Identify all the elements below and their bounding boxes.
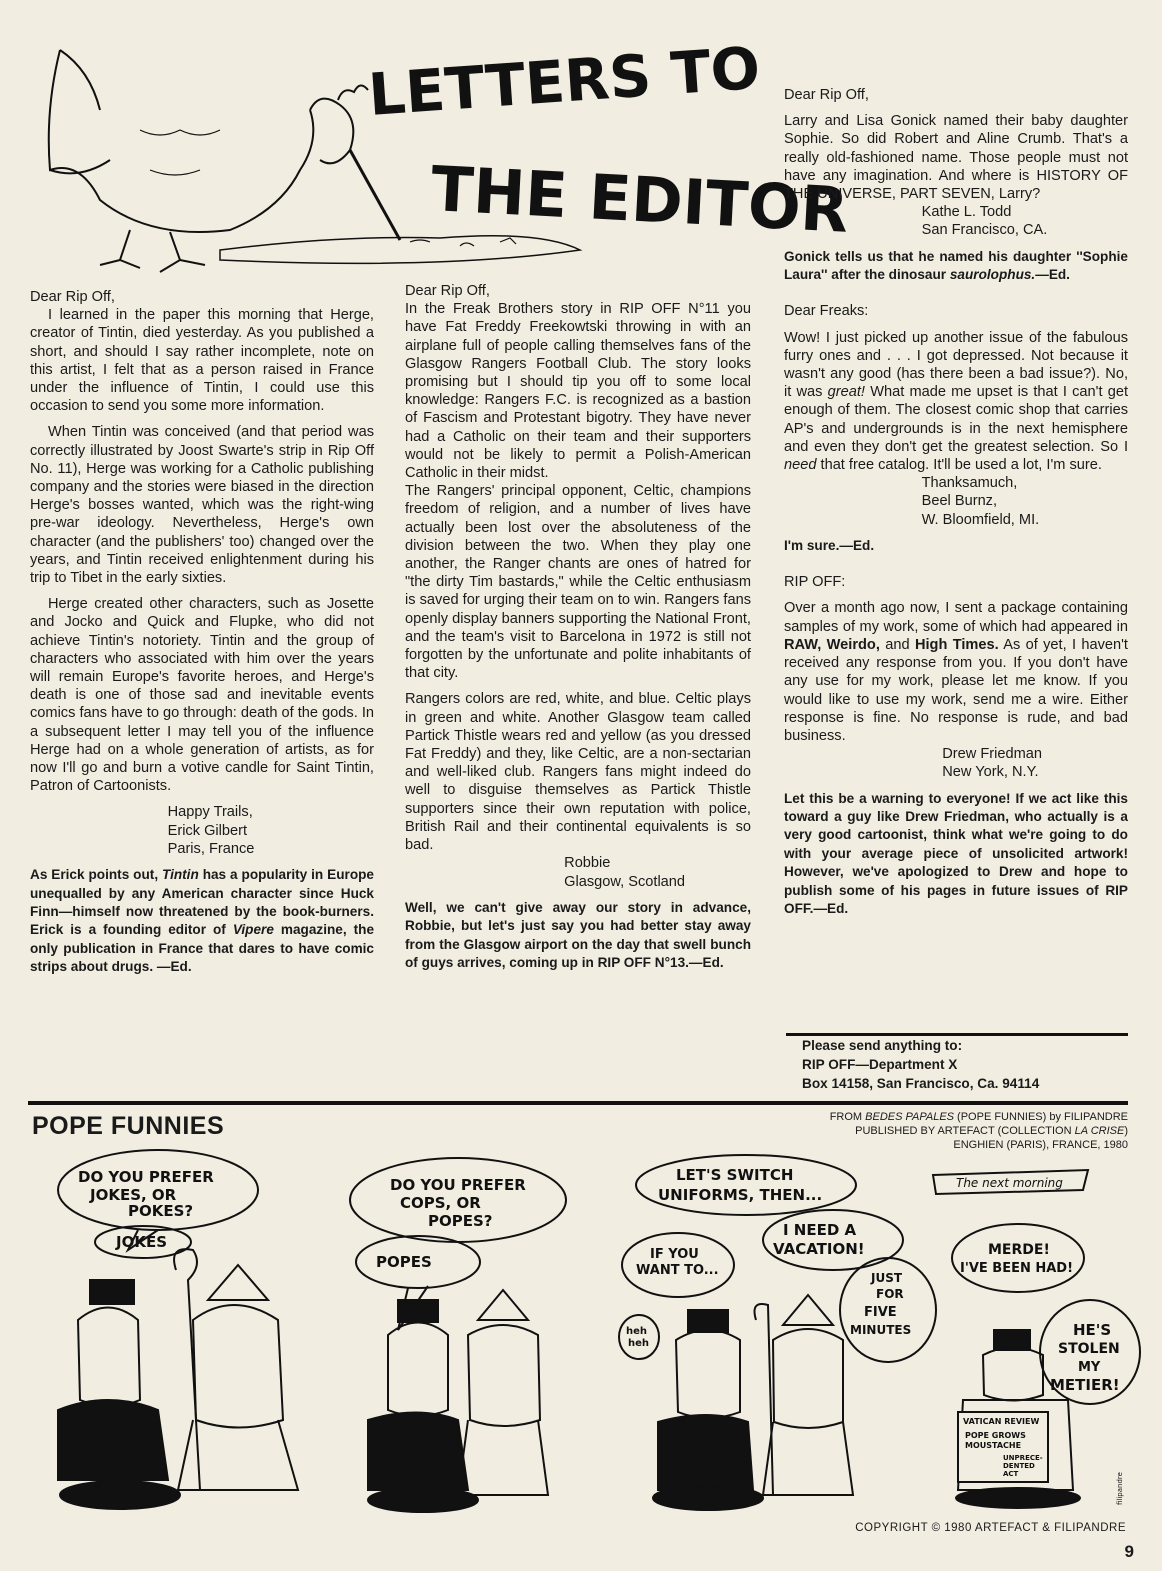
- letter-salutation: Dear Freaks:: [784, 303, 869, 320]
- speech-text: COPS, OR: [400, 1194, 481, 1212]
- letter-salutation: Dear Rip Off,: [30, 289, 115, 305]
- speech-text: METIER!: [1050, 1376, 1120, 1394]
- speech-text: JOKES: [116, 1233, 168, 1251]
- speech-text: I NEED A: [783, 1221, 857, 1239]
- speech-text: LET'S SWITCH: [676, 1166, 794, 1184]
- letter-column-3: [784, 86, 1128, 918]
- comic-credit: FROM BEDES PAPALES (POPE FUNNIES) by FILIPANDRE PUBLISHED BY ARTEFACT (COLLECTION LA CRISE) ENGHIEN (PARIS), FRANCE, 1980: [829, 1111, 1128, 1151]
- letter-paragraph: Over a month ago now, I sent a package containing samples of my work, some of which had appeared in RAW, Weirdo, and High Times. As of yet, I haven't received any response from you. If you don't have any use for my work, please let me know. If you would like to use my work, send me a wire. Either response is fine. No response is rude, and bad business.: [784, 600, 1128, 744]
- speech-text: IF YOU: [650, 1247, 699, 1262]
- letter-paragraph: Herge created other characters, such as Josette and Jocko and Quick and Flupke, who did not achieve Tintin's notoriety. Tintin and the group of characters who associated with him over the years will remain Europe's favorite heroes, and Herge's death is one of those sad and inevitable events comics fans have to go through: death of the gods. In a subsequent letter I may tell you of the influence Herge had on a whole generation of artists, as for now I'll go and burn a votive candle for Saint Tintin, Patron of Cartoonists.: [30, 596, 374, 795]
- letter-author: Beel Burnz,: [921, 493, 998, 510]
- speech-text: MERDE!: [988, 1242, 1050, 1258]
- letter-author: Robbie: [564, 855, 611, 872]
- letter-location: Glasgow, Scotland: [564, 873, 686, 890]
- pope-funnies-title: POPE FUNNIES: [32, 1112, 225, 1140]
- pope-character: [458, 1290, 548, 1495]
- pope-funnies-comic-strip: [28, 1150, 1138, 1522]
- letter-salutation: RIP OFF:: [784, 574, 846, 591]
- svg-text:VATICAN REVIEW: VATICAN REVIEW: [963, 1417, 1040, 1426]
- editor-reply: As Erick points out, Tintin has a popularity in Europe unequalled by any American character since Huck Finn—himself now threatened by the book-burners. Erick is a founding editor of Vipere magazine, the only publication in France that dares to have comic strips about drugs. —Ed.: [30, 867, 375, 975]
- letter-location: W. Bloomfield, MI.: [921, 511, 1040, 528]
- editor-reply: Let this be a warning to everyone! If we act like this toward a guy like Drew Friedman, who actually is a very good cartoonist, think what we're going to do with your average piece of unsolicited artwork! However, we've apologized to Drew and hope to publish some of his pages in future issues of RIP OFF.—Ed.: [784, 790, 1128, 916]
- speech-text: MINUTES: [850, 1323, 912, 1337]
- letter-signoff: Thanksamuch,: [921, 475, 1018, 492]
- editor-reply: Well, we can't give away our story in advance, Robbie, but let's just say you had better stay away from the Glasgow airport on the day that swell bunch of guys arrives, coming up in RIP OFF N°13.—Ed.: [405, 899, 751, 970]
- bishop-character: [58, 1280, 180, 1509]
- pope-character: [755, 1295, 854, 1495]
- letter-paragraph: The Rangers' principal opponent, Celtic, champions freedom of religion, and a number of lives have actually been lost over the absoluteness of the division between the two. When they play one another, the Ranger chants are ones of hatred for "the dirty Tim bastards," while the Celtic enthusiasm is saved for urging their team on to win. Rangers fans openly display banners supporting the National Front, and the team's visit to Barcelona in 1972 is still not forgotten by the unfortunate and polite inhabitants of that city.: [405, 483, 751, 682]
- speech-text: I'VE BEEN HAD!: [960, 1261, 1074, 1276]
- letter-paragraph: Wow! I just picked up another issue of the fabulous furry ones and . . . I got depressed. Not because it wasn't any good (has there been a bad issue?). No, it was great! What made me upset is that I can't get enough of them. The closest comic shop that carries AP's and undergrounds is in the next hemisphere and even they don't get the greatest selection. So I need that free catalog. It'll be used a lot, I'm sure.: [784, 329, 1128, 474]
- speech-text: POKES?: [128, 1202, 194, 1220]
- speech-text: MY: [1078, 1360, 1101, 1375]
- letter-paragraph: Rangers colors are red, white, and blue. Celtic plays in green and white. Another Glasgow team called Partick Thistle wears red and yellow (as you dressed Fat Freddy) and they, like Celtic, are a non-sectarian and well-liked club. Rangers fans might indeed do well to disguise themselves as Partick Thistle supporters since their own reputation with police, British Rail and their continental equivalents is so bad.: [405, 691, 751, 854]
- letter-salutation: Dear Rip Off,: [784, 87, 869, 103]
- header-title-line1: LETTERS TO: [366, 33, 763, 129]
- svg-text:DENTED: DENTED: [1003, 1462, 1035, 1470]
- speech-text: JOKES, OR: [90, 1186, 177, 1204]
- letter-paragraph: In the Freak Brothers story in RIP OFF N°11 you have Fat Freddy Freekowtski throwing in with an airplane full of people calling themselves fans of the Glasgow Rangers Football Club. The story looks promising but I should tip you off to some local knowledge: Rangers F.C. is recognized as a bastion of Fascism and Protestant bigotry. They have never had a Catholic on their team and their supporters would not be likely to permit a Polish-American Catholic in their midst.: [405, 301, 751, 482]
- speech-text: WANT TO...: [636, 1263, 719, 1278]
- letter-signoff: Happy Trails,: [167, 804, 253, 821]
- speech-text: FOR: [876, 1287, 904, 1301]
- speech-text: POPES: [376, 1253, 432, 1271]
- speech-text: DO YOU PREFER: [390, 1176, 526, 1194]
- section-divider: [28, 1101, 1128, 1105]
- speech-text: HE'S: [1073, 1321, 1112, 1339]
- speech-text: JUST: [871, 1271, 903, 1285]
- svg-text:ACT: ACT: [1003, 1470, 1019, 1478]
- speech-text: UNIFORMS, THEN...: [658, 1186, 823, 1204]
- editor-reply: I'm sure.—Ed.: [784, 537, 875, 553]
- editor-reply: Gonick tells us that he named his daughter ''Sophie Laura'' after the dinosaur saurolophus.—Ed.: [784, 248, 1128, 283]
- svg-text:POPE GROWS: POPE GROWS: [965, 1431, 1026, 1440]
- letter-salutation: Dear Rip Off,: [405, 283, 490, 299]
- letter-paragraph: I learned in the paper this morning that Herge, creator of Tintin, died yesterday. As you published a short, and should I say rather incomplete, note on this artist, I felt that as a person raised in France under the influence of Tintin, I could use this occasion to send you some more information.: [30, 307, 374, 415]
- pope-character: [174, 1249, 298, 1490]
- caption-text: The next morning: [956, 1176, 1063, 1190]
- letter-paragraph: Larry and Lisa Gonick named their baby daughter Sophie. So did Robert and Aline Crumb. That's a really old-fashioned name. Those people must not have any imagination. And where is HISTORY OF THE UNIVERSE, PART SEVEN, Larry?: [784, 113, 1128, 203]
- speech-text: FIVE: [864, 1305, 897, 1320]
- submission-address: Please send anything to: RIP OFF—Department X Box 14158, San Francisco, Ca. 94114: [802, 1038, 1040, 1091]
- letter-paragraph: When Tintin was conceived (and that period was correctly illustrated by Joost Swarte's strip in Rip Off No. 11), Herge was working for a Catholic publishing company and the stories were biased in the direction Herge's bosses wanted, which was the right-wing pre-war ideology. Nevertheless, Herge's own character (and the publishers' too) changed over the years, and Tintin received enlightenment during his trip to Tibet in the early sixties.: [30, 424, 374, 587]
- svg-text:MOUSTACHE: MOUSTACHE: [965, 1441, 1022, 1450]
- letter-column-2: [405, 282, 751, 972]
- letter-author: Drew Friedman: [942, 746, 1042, 763]
- header-title-line2: THE EDITOR: [429, 152, 851, 247]
- svg-text:UNPRECE-: UNPRECE-: [1003, 1454, 1043, 1462]
- letter-author: Erick Gilbert: [167, 822, 248, 839]
- copyright-notice: COPYRIGHT © 1980 ARTEFACT & FILIPANDRE: [855, 1522, 1126, 1534]
- page-number: 9: [1124, 1542, 1134, 1561]
- letter-location: New York, N.Y.: [942, 764, 1039, 781]
- speech-text: DO YOU PREFER: [78, 1168, 214, 1186]
- newspaper-prop: [958, 1412, 1048, 1482]
- letter-location: San Francisco, CA.: [921, 222, 1048, 239]
- speech-text: POPES?: [428, 1212, 493, 1230]
- letter-location: Paris, France: [167, 840, 255, 857]
- letter-column-1: [30, 288, 374, 977]
- speech-text: heh: [628, 1338, 650, 1349]
- speech-text: STOLEN: [1058, 1341, 1120, 1357]
- bishop-character: [653, 1310, 763, 1510]
- artist-signature: filipandre: [1116, 1472, 1124, 1505]
- letter-author: Kathe L. Todd: [921, 204, 1012, 221]
- speech-text: VACATION!: [773, 1240, 865, 1258]
- bishop-character: [368, 1300, 478, 1512]
- speech-text: heh: [626, 1326, 648, 1337]
